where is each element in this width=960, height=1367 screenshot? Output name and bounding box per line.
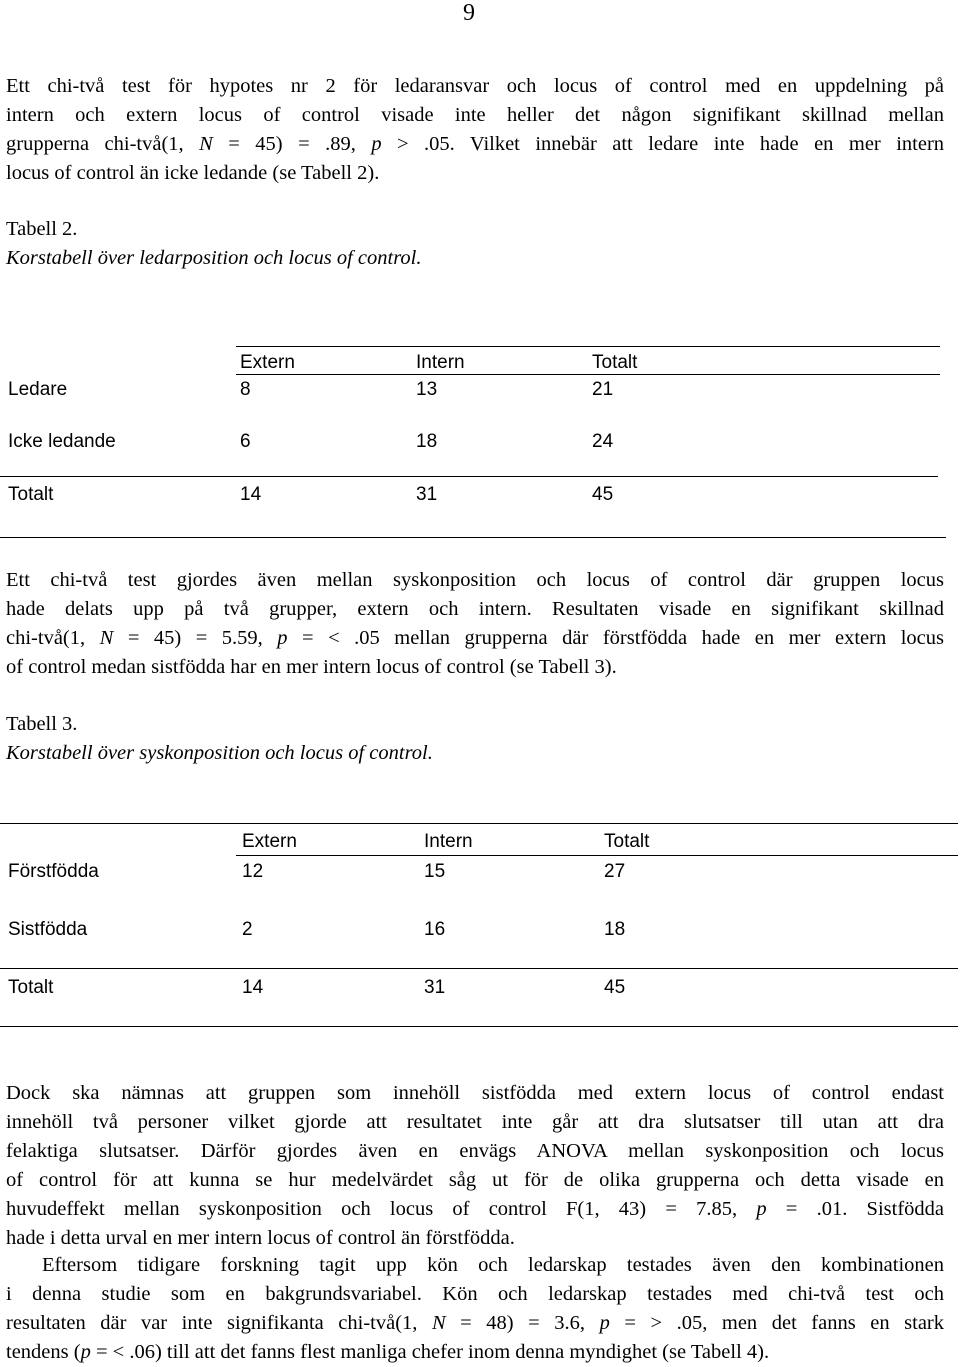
table-cell: 31 xyxy=(424,977,446,998)
text-line: Ett chi-två test gjordes även mellan syskonposition och locus of control där gruppen locus xyxy=(6,569,944,591)
table-top-rule xyxy=(236,346,940,347)
text-line: Dock ska nämnas att gruppen som innehöll sistfödda med extern locus of control endast xyxy=(6,1082,944,1104)
table-cell: 18 xyxy=(604,919,626,940)
text-line xyxy=(6,624,944,653)
text-line xyxy=(6,1338,944,1367)
text-line: of control medan sistfödda har en mer intern locus of control (se Tabell 3). xyxy=(6,656,617,678)
table-2 xyxy=(0,340,960,545)
text-span: = > .05, men det fanns en stark xyxy=(609,1312,945,1334)
text-span: = < .06) till att det fanns flest manliga chefer inom denna myndighet (se Tabell 4). xyxy=(90,1341,770,1363)
paragraph-chi-square-leadership xyxy=(6,72,944,188)
table-cell: 13 xyxy=(416,379,438,400)
text-span: = 45) = 5.59, xyxy=(113,627,278,649)
text-line xyxy=(6,1195,944,1224)
row-label: Icke ledande xyxy=(8,431,116,452)
text-line: intern och extern locus of control visade inte heller det någon signifikant skillnad mellan xyxy=(6,104,944,126)
column-header: Extern xyxy=(242,831,297,852)
text-line: hade i detta urval en mer intern locus of control än förstfödda. xyxy=(6,1227,515,1249)
column-header: Intern xyxy=(424,831,473,852)
table-3 xyxy=(0,816,960,1031)
header-rule xyxy=(236,855,958,856)
text-line: felaktiga slutsatser. Därför gjordes även en envägs ANOVA mellan syskonposition och locus xyxy=(6,1140,944,1162)
text-line: Ett chi-två test för hypotes nr 2 för ledaransvar och locus of control med en uppdelning på xyxy=(6,75,944,97)
table-bottom-rule xyxy=(0,1026,958,1027)
text-line: hade delats upp på två grupper, extern och intern. Resultaten visade en signifikant skillnad xyxy=(6,598,944,620)
italic-symbol: N xyxy=(199,133,213,155)
italic-symbol: p xyxy=(277,627,288,649)
row-label: Totalt xyxy=(8,977,54,998)
table-cell: 31 xyxy=(416,484,438,505)
table-cell: 18 xyxy=(416,431,438,452)
text-span: = 45) = .89, xyxy=(212,133,372,155)
table-cell: 45 xyxy=(604,977,626,998)
table-3-title: Korstabell över syskonposition och locus of control. xyxy=(6,742,433,764)
text-line: of control för att kunna se hur medelvärdet såg ut för de olika grupperna och detta visade en xyxy=(6,1169,944,1191)
text-line xyxy=(6,1309,944,1338)
table-cell: 14 xyxy=(240,484,262,505)
text-span: = .01. Sistfödda xyxy=(766,1198,944,1220)
total-rule xyxy=(0,968,958,969)
table-cell: 8 xyxy=(240,379,251,400)
table-cell: 15 xyxy=(424,861,446,882)
text-span: = < .05 mellan grupperna där förstfödda hade en mer extern locus xyxy=(287,627,944,649)
table-cell: 24 xyxy=(592,431,614,452)
paragraph-gender-leadership xyxy=(6,1251,944,1367)
column-header: Totalt xyxy=(592,352,638,373)
table-cell: 2 xyxy=(242,919,253,940)
table-2-label: Tabell 2. xyxy=(6,218,78,240)
table-3-label: Tabell 3. xyxy=(6,713,78,735)
row-label: Ledare xyxy=(8,379,68,400)
text-span: tendens ( xyxy=(6,1341,81,1363)
italic-symbol: N xyxy=(431,1312,446,1334)
italic-symbol: p xyxy=(756,1198,767,1220)
italic-symbol: p xyxy=(599,1312,610,1334)
table-cell: 16 xyxy=(424,919,446,940)
table-cell: 21 xyxy=(592,379,614,400)
text-line: locus of control än icke ledande (se Tabell 2). xyxy=(6,162,380,184)
italic-symbol: N xyxy=(99,627,114,649)
paragraph-chi-square-sibling xyxy=(6,566,944,682)
column-header: Extern xyxy=(240,352,295,373)
page-number: 9 xyxy=(463,0,475,26)
paragraph-anova xyxy=(6,1079,944,1253)
text-span: = 48) = 3.6, xyxy=(445,1312,600,1334)
row-label: Sistfödda xyxy=(8,919,88,940)
text-line: Eftersom tidigare forskning tagit upp kön och ledarskap testades även den kombinationen xyxy=(42,1254,944,1276)
text-span: chi-två(1, xyxy=(6,627,100,649)
text-span: grupperna chi-två(1, xyxy=(6,133,200,155)
text-line: i denna studie som en bakgrundsvariabel. Kön och ledarskap testades med chi-två test och xyxy=(6,1283,944,1305)
italic-symbol: p xyxy=(371,133,382,155)
table-cell: 45 xyxy=(592,484,614,505)
row-label: Förstfödda xyxy=(8,861,99,882)
table-bottom-rule xyxy=(0,537,946,538)
row-label: Totalt xyxy=(8,484,54,505)
table-cell: 14 xyxy=(242,977,264,998)
table-cell: 27 xyxy=(604,861,626,882)
table-cell: 12 xyxy=(242,861,264,882)
text-span: > .05. Vilket innebär att ledare inte hade en mer intern xyxy=(381,133,945,155)
total-rule xyxy=(0,476,938,477)
table-top-rule xyxy=(0,823,958,824)
text-line: innehöll två personer vilket gjorde att resultatet inte går att dra slutsatser till utan att dra xyxy=(6,1111,944,1133)
table-cell: 6 xyxy=(240,431,251,452)
text-span: huvudeffekt mellan syskonposition och locus of control F(1, 43) = 7.85, xyxy=(6,1198,757,1220)
column-header: Intern xyxy=(416,352,465,373)
italic-symbol: p xyxy=(80,1341,91,1363)
header-rule xyxy=(236,374,940,375)
text-line xyxy=(6,130,944,159)
column-header: Totalt xyxy=(604,831,650,852)
text-span: resultaten där var inte signifikanta chi-två(1, xyxy=(6,1312,432,1334)
table-2-title: Korstabell över ledarposition och locus of control. xyxy=(6,247,422,269)
